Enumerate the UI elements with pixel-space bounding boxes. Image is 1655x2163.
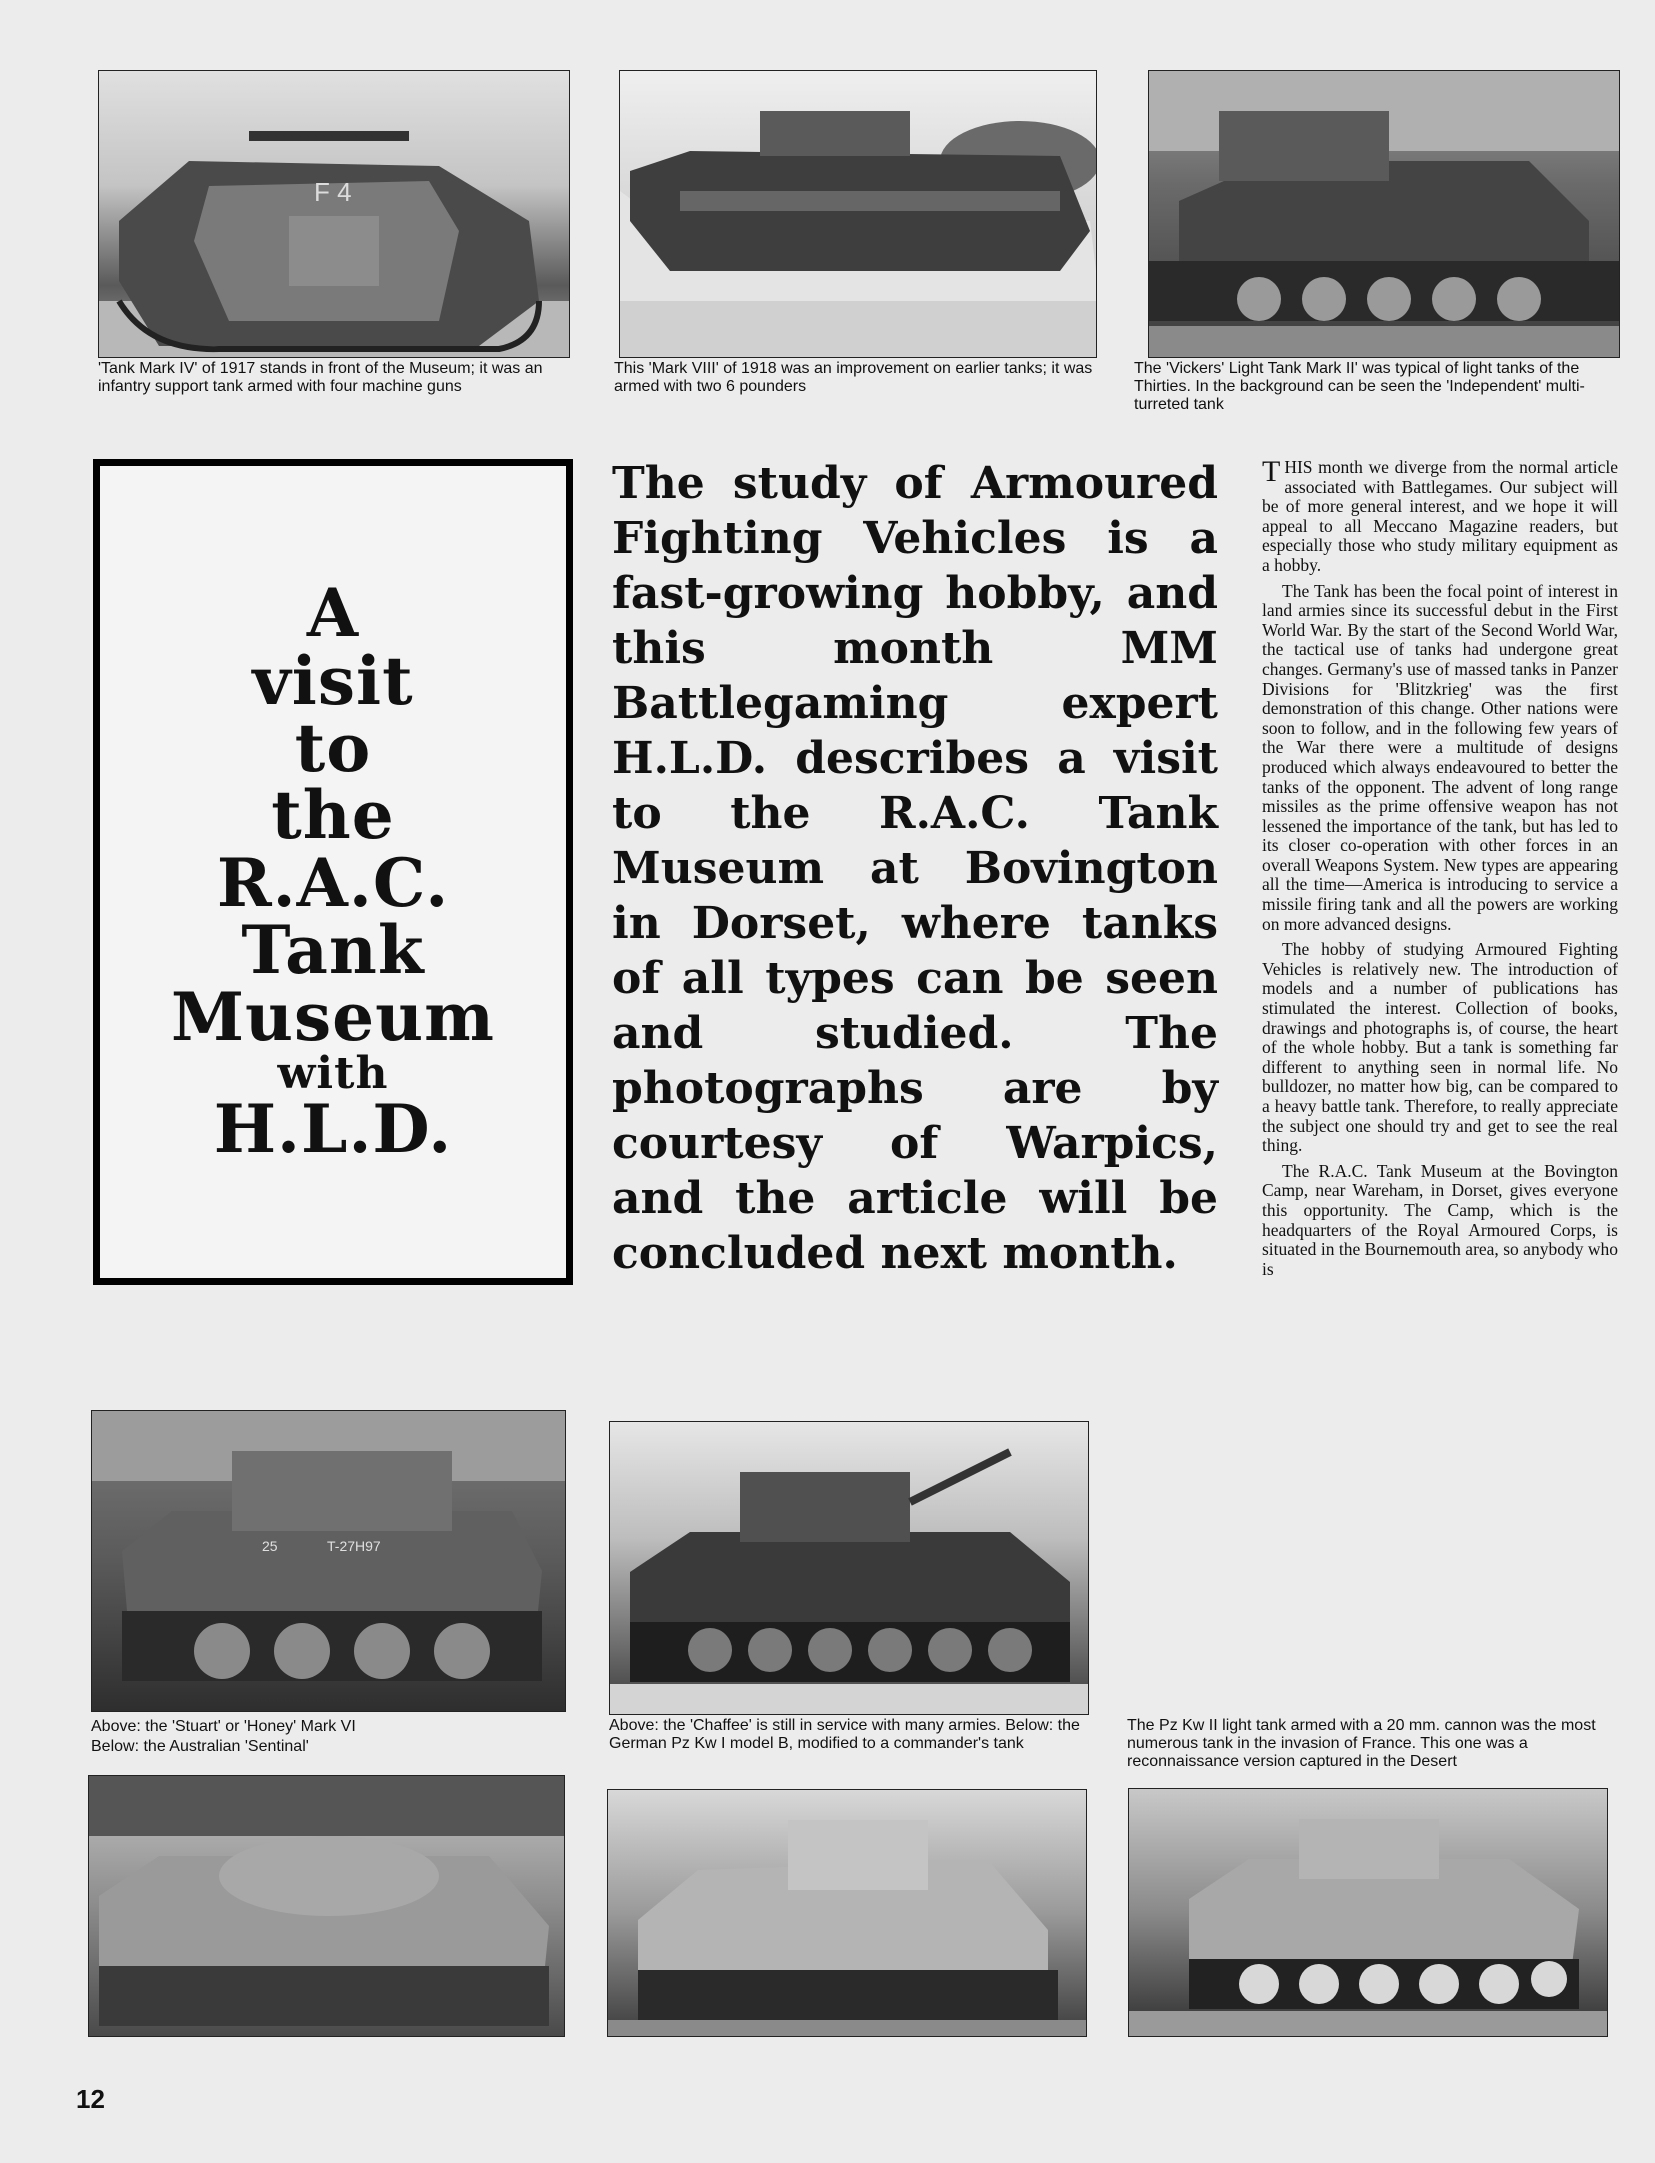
mark-iv-marking: F 4 bbox=[314, 177, 352, 207]
chaffee-tank-drawing bbox=[610, 1422, 1088, 1714]
stuart-number: 25 bbox=[262, 1538, 278, 1554]
caption-pz-kw-ii-text: The Pz Kw II light tank armed with a 20 mm. cannon was the most numerous tank in the invasion of France. This one was a reconnaissance version captured in the Desert bbox=[1127, 1717, 1596, 1770]
photo-stuart bbox=[91, 1410, 566, 1712]
caption-mark-viii bbox=[614, 360, 1104, 396]
caption-mark-iv bbox=[98, 360, 578, 396]
photo-sentinel bbox=[88, 1775, 565, 2037]
caption-vickers-text: The 'Vickers' Light Tank Mark II' was typical of light tanks of the Thirties. In the background can be seen the 'Independent' multi-turreted tank bbox=[1134, 360, 1585, 413]
article-title-box bbox=[93, 459, 573, 1285]
caption-stuart-below: Below: the Australian 'Sentinal' bbox=[91, 1738, 309, 1755]
title-line-3: to bbox=[294, 708, 372, 787]
article-paragraph-1 bbox=[1262, 455, 1618, 576]
photo-mark-iv bbox=[98, 70, 570, 358]
article-paragraph-1-text: HIS month we diverge from the normal article associated with Battlegames. Our subject will be of more general interest, and we hope it will appeal to all Meccano Magazine readers, but especially those who study military equipment as a hobby. bbox=[1262, 457, 1618, 575]
vickers-tank-drawing bbox=[1149, 71, 1619, 357]
mark-viii-tank-drawing bbox=[620, 71, 1096, 357]
drop-cap: T bbox=[1262, 455, 1281, 488]
caption-pz-kw-ii bbox=[1127, 1717, 1611, 1771]
title-line-5: R.A.C. bbox=[216, 843, 450, 922]
title-line-9: H.L.D. bbox=[213, 1090, 453, 1169]
caption-chaffee bbox=[609, 1717, 1097, 1753]
stuart-marking: T-27H97 bbox=[327, 1538, 381, 1554]
standfirst: The study of Armoured Fighting Vehicles is a fast-growing hobby, and this month MM Battlegaming expert H.L.D. describes a visit to the R.A.C. Tank Museum at Bovington in Dorset, where tanks of all types can be seen and studied. The photographs are by courtesy of Warpics, and the article will be concluded next month. bbox=[612, 458, 1218, 1279]
pz-kw-i-tank-drawing bbox=[608, 1790, 1086, 2036]
title-line-8: with bbox=[277, 1047, 389, 1099]
sentinel-tank-drawing bbox=[89, 1776, 564, 2036]
page-number: 12 bbox=[76, 2084, 105, 2114]
photo-pz-kw-i bbox=[607, 1789, 1087, 2037]
pz-kw-ii-tank-drawing bbox=[1129, 1789, 1607, 2036]
title-line-7: Museum bbox=[170, 978, 495, 1057]
stuart-tank-drawing bbox=[92, 1411, 565, 1711]
photo-mark-viii bbox=[619, 70, 1097, 358]
article-paragraph-3: The hobby of studying Armoured Fighting Vehicles is relatively new. The introduction of models and a number of publications has stimulated the interest. Collection of books, drawings and photographs is, of course, the heart of the whole hobby. But a tank is something far different to anything seen in normal life. No bulldozer, no matter how big, can be compared to a heavy battle tank. Therefore, to really appreciate the subject one should try and get to see the real thing. bbox=[1262, 939, 1618, 1156]
caption-stuart bbox=[91, 1717, 571, 1757]
article-paragraph-4: The R.A.C. Tank Museum at the Bovington Camp, near Wareham, in Dorset, gives everyone this opportunity. The Camp, which is the headquarters of the Royal Armoured Corps, is situated in the Bournemouth area, so anybody who is bbox=[1262, 1160, 1618, 1279]
title-line-1: A bbox=[306, 574, 360, 653]
article-body bbox=[1262, 455, 1618, 1285]
caption-mark-iv-text: 'Tank Mark IV' of 1917 stands in front of the Museum; it was an infantry support tank armed with four machine guns bbox=[98, 360, 543, 395]
photo-chaffee bbox=[609, 1421, 1089, 1715]
caption-stuart-above: Above: the 'Stuart' or 'Honey' Mark VI bbox=[91, 1718, 356, 1735]
photo-vickers-light-tank bbox=[1148, 70, 1620, 358]
mark-iv-tank-drawing bbox=[99, 71, 569, 357]
title-line-2: visit bbox=[252, 641, 414, 720]
caption-chaffee-text: Above: the 'Chaffee' is still in service with many armies. Below: the German Pz Kw I model B, modified to a commander's tank bbox=[609, 1717, 1080, 1752]
title-line-6: Tank bbox=[241, 910, 425, 989]
article-paragraph-2: The Tank has been the focal point of interest in land armies since its successful debut in the First World War. By the start of the Second World War, the tactical use of tanks had undergone great changes. Germany's use of massed tanks in Panzer Divisions for 'Blitzkrieg' was the first demonstration of this change. Other nations were soon to follow, and in the following few years of the War there were a multitude of designs produced which always endeavoured to better the tanks of the opponent. The advent of long range missiles as the prime offensive weapon has not lessened the importance of the tank, but has led to its closer co-operation with other forces in an overall Weapons System. New types are appearing all the time—America is introducing to service a missile firing tank and all the powers are working on more advanced designs. bbox=[1262, 580, 1618, 934]
photo-pz-kw-ii bbox=[1128, 1788, 1608, 2037]
title-line-4: the bbox=[271, 776, 395, 855]
caption-vickers bbox=[1134, 360, 1618, 414]
caption-mark-viii-text: This 'Mark VIII' of 1918 was an improvement on earlier tanks; it was armed with two 6 pounders bbox=[614, 360, 1093, 395]
